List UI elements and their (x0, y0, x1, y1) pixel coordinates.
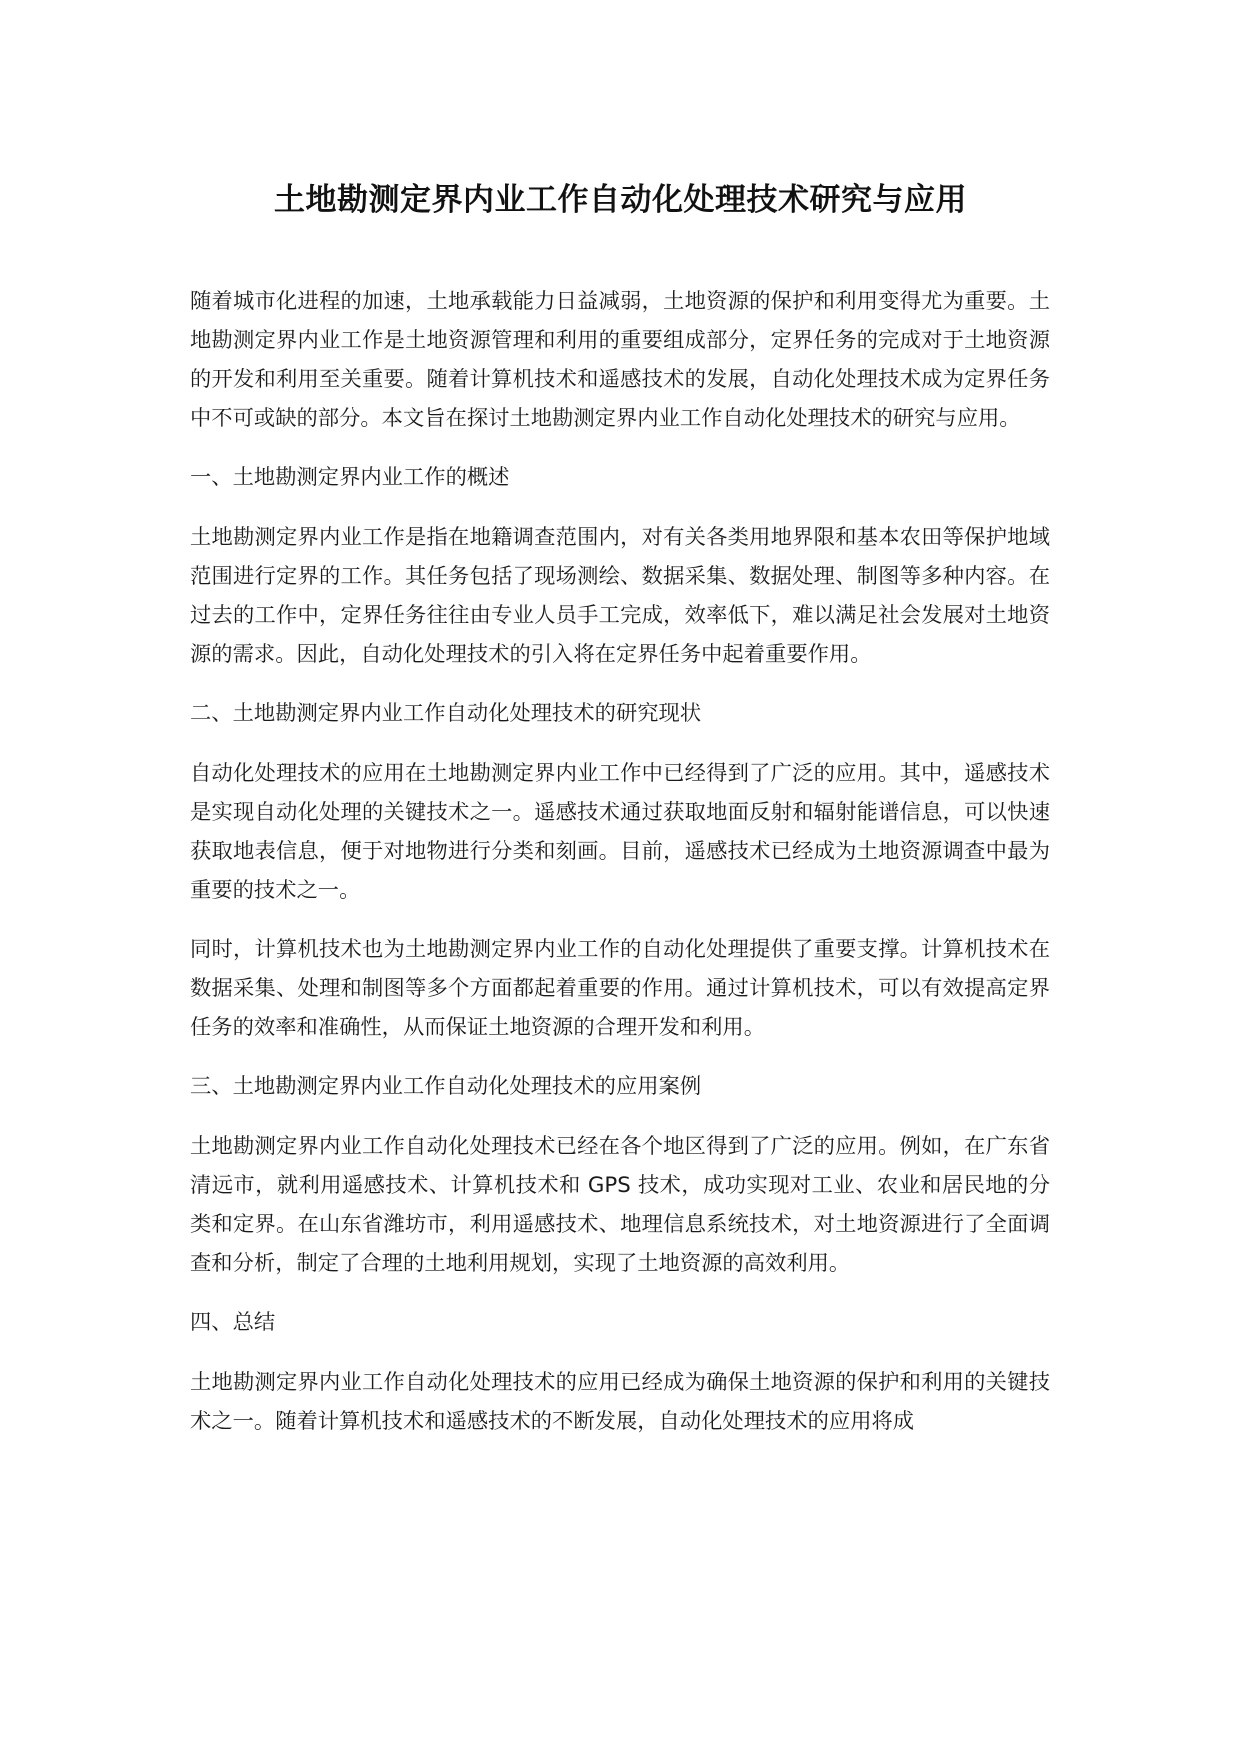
section-2-heading: 二、土地勘测定界内业工作自动化处理技术的研究现状 (190, 701, 702, 726)
section-4-heading: 四、总结 (190, 1310, 276, 1335)
document-title: 土地勘测定界内业工作自动化处理技术研究与应用 (274, 182, 967, 218)
section-4-paragraph-1: 土地勘测定界内业工作自动化处理技术的应用已经成为确保土地资源的保护和利用的关键技术之一。随着计算机技术和遥感技术的不断发展，自动化处理技术的应用将成 (190, 1370, 1050, 1434)
intro-paragraph: 随着城市化进程的加速，土地承载能力日益减弱，土地资源的保护和利用变得尤为重要。土地勘测定界内业工作是土地资源管理和利用的重要组成部分，定界任务的完成对于土地资源的开发和利用至关重要。随着计算机技术和遥感技术的发展，自动化处理技术成为定界任务中不可或缺的部分。本文旨在探讨土地勘测定界内业工作自动化处理技术的研究与应用。 (190, 289, 1050, 431)
section-3-heading: 三、土地勘测定界内业工作自动化处理技术的应用案例 (190, 1074, 702, 1099)
section-3-paragraph-1: 土地勘测定界内业工作自动化处理技术已经在各个地区得到了广泛的应用。例如，在广东省清远市，就利用遥感技术、计算机技术和 GPS 技术，成功实现对工业、农业和居民地的分类和定界。在山东省潍坊市，利用遥感技术、地理信息系统技术，对土地资源进行了全面调查和分析，制定了合理的土地利用规划，实现了土地资源的高效利用。 (190, 1134, 1050, 1276)
section-2-paragraph-2: 同时，计算机技术也为土地勘测定界内业工作的自动化处理提供了重要支撑。计算机技术在数据采集、处理和制图等多个方面都起着重要的作用。通过计算机技术，可以有效提高定界任务的效率和准确性，从而保证土地资源的合理开发和利用。 (190, 937, 1050, 1040)
section-1-paragraph-1: 土地勘测定界内业工作是指在地籍调查范围内，对有关各类用地界限和基本农田等保护地域范围进行定界的工作。其任务包括了现场测绘、数据采集、数据处理、制图等多种内容。在过去的工作中，定界任务往往由专业人员手工完成，效率低下，难以满足社会发展对土地资源的需求。因此，自动化处理技术的引入将在定界任务中起着重要作用。 (190, 525, 1050, 667)
document-body (190, 282, 1050, 1461)
section-2-paragraph-1: 自动化处理技术的应用在土地勘测定界内业工作中已经得到了广泛的应用。其中，遥感技术是实现自动化处理的关键技术之一。遥感技术通过获取地面反射和辐射能谱信息，可以快速获取地表信息，便于对地物进行分类和刻画。目前，遥感技术已经成为土地资源调查中最为重要的技术之一。 (190, 761, 1050, 903)
section-1-heading: 一、土地勘测定界内业工作的概述 (190, 465, 510, 490)
